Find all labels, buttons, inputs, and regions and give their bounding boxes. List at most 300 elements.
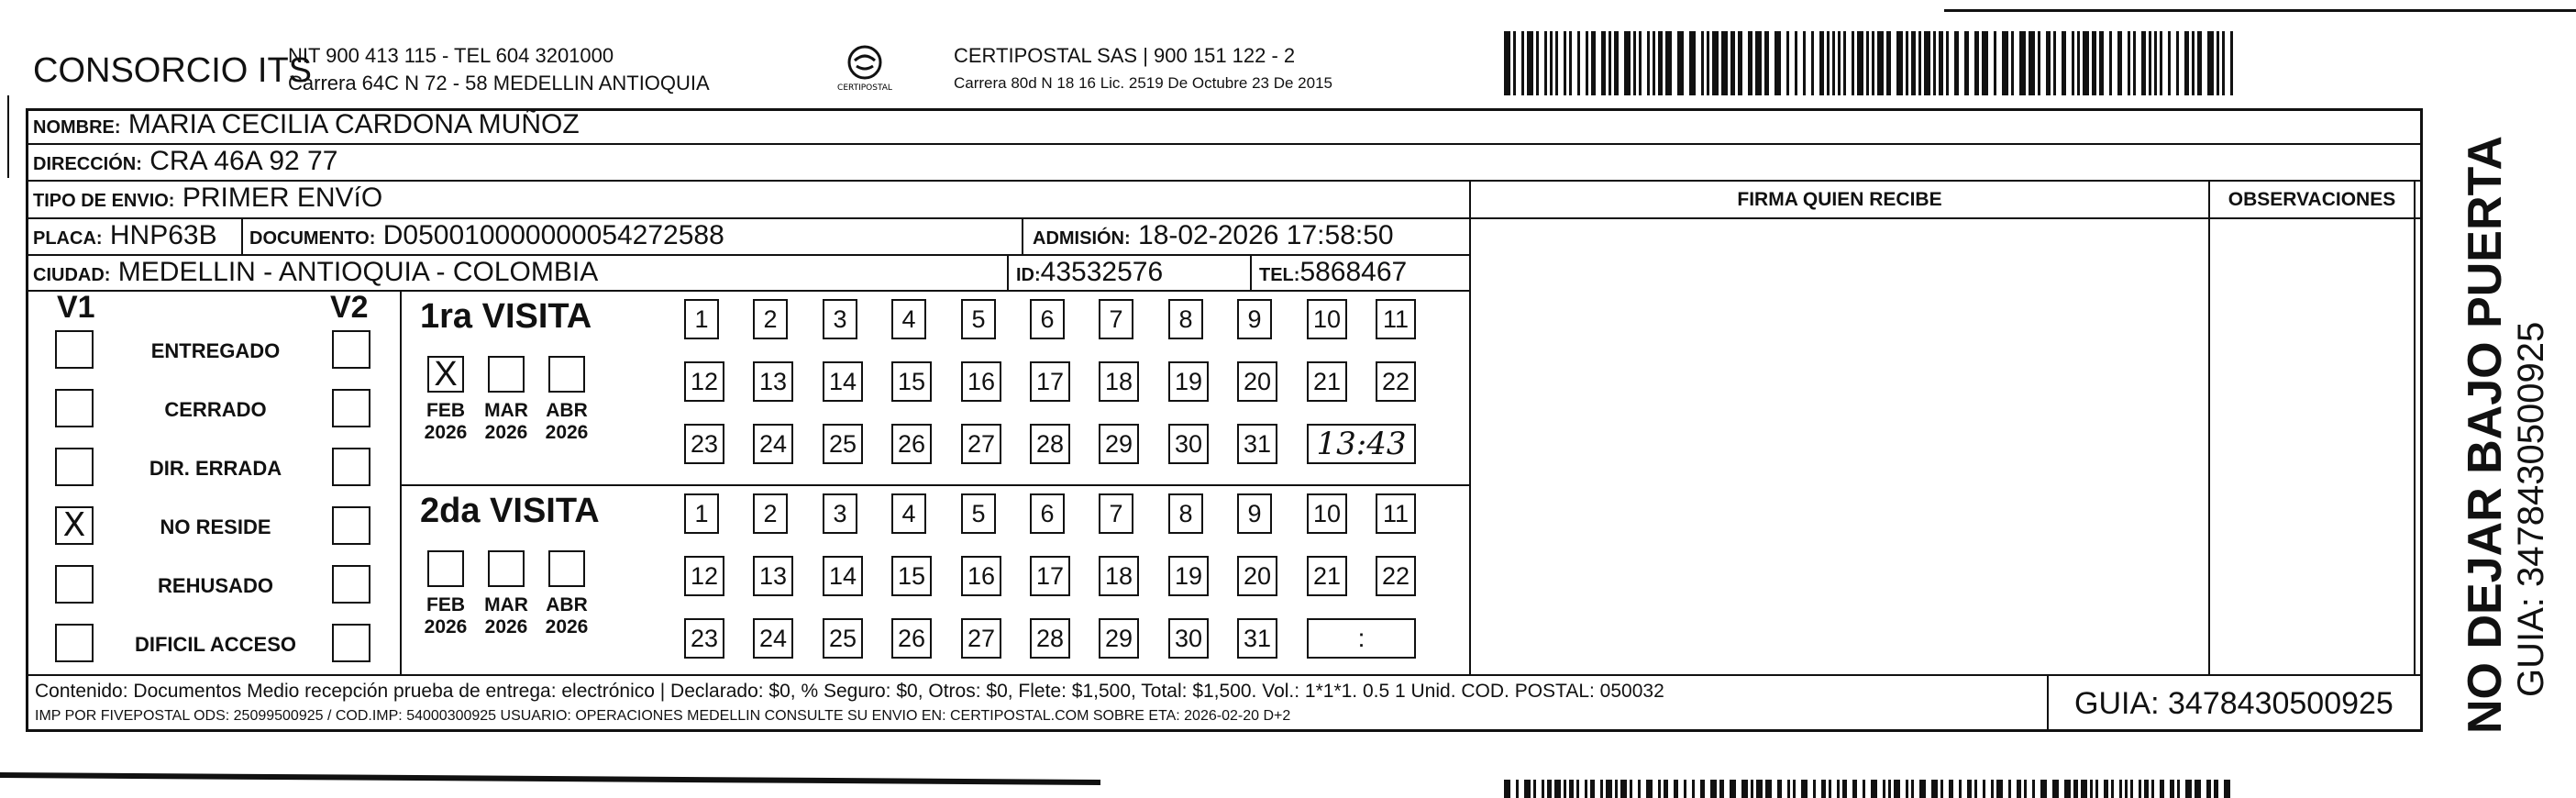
day-box[interactable]: 6 xyxy=(1030,493,1065,534)
barcode-bar xyxy=(1883,780,1885,798)
barcode-bar xyxy=(1633,31,1636,95)
cell-divider xyxy=(1250,254,1252,290)
barcode-bar xyxy=(1504,780,1510,798)
barcode-bar xyxy=(2130,780,2133,798)
day-box[interactable]: 11 xyxy=(1376,493,1416,534)
day-box[interactable]: 7 xyxy=(1099,493,1133,534)
day-box[interactable]: 17 xyxy=(1030,361,1070,402)
barcode-bar xyxy=(1842,780,1847,798)
barcode-bar xyxy=(1888,780,1891,798)
barcode-bar xyxy=(1886,31,1891,95)
day-box[interactable]: 18 xyxy=(1099,361,1139,402)
carrier-address: Carrera 80d N 18 16 Lic. 2519 De Octubre 23 De 2015 xyxy=(954,74,1332,92)
day-box[interactable]: 26 xyxy=(891,424,932,464)
visit-divider xyxy=(400,484,1469,486)
barcode-bar xyxy=(1707,31,1709,95)
barcode-bar xyxy=(1710,780,1717,798)
v2-label: V2 xyxy=(330,290,369,325)
barcode-bar xyxy=(1516,780,1519,798)
barcode-bar xyxy=(1586,31,1588,95)
barcode-bar xyxy=(1577,31,1580,95)
barcode-bar xyxy=(1606,780,1612,798)
barcode-bar xyxy=(2090,780,2093,798)
barcode-bar xyxy=(2214,780,2218,798)
month-name: FEB xyxy=(426,594,465,615)
barcode-bar xyxy=(1639,31,1642,95)
barcode-bar xyxy=(1513,31,1516,95)
barcode-bar xyxy=(1569,780,1574,798)
barcode-bar xyxy=(2081,780,2087,798)
city-cell: CIUDAD: MEDELLIN - ANTIOQUIA - COLOMBIA xyxy=(33,257,599,287)
status-reason-label: NO RESIDE xyxy=(160,515,271,538)
day-box[interactable]: 31 xyxy=(1237,424,1277,464)
day-box[interactable]: 24 xyxy=(753,618,793,659)
barcode-bar xyxy=(1801,780,1808,798)
barcode-bar xyxy=(1911,780,1914,798)
barcode-bar xyxy=(2154,31,2157,95)
day-box[interactable]: 5 xyxy=(961,493,996,534)
company-address: Carrera 64C N 72 - 58 MEDELLIN ANTIOQUIA xyxy=(288,72,710,94)
barcode-bar xyxy=(1701,31,1704,95)
barcode-bar xyxy=(1738,31,1742,95)
barcode-bar xyxy=(1658,31,1663,95)
day-box[interactable]: 4 xyxy=(891,493,926,534)
barcode-bar xyxy=(1748,31,1752,95)
day-box[interactable]: 19 xyxy=(1168,361,1209,402)
barcode-bar xyxy=(2046,31,2051,95)
barcode-bar xyxy=(1906,780,1908,798)
day-box[interactable]: 1 xyxy=(684,299,719,339)
v2-checkbox[interactable] xyxy=(332,565,370,604)
day-box[interactable]: 21 xyxy=(1307,556,1347,596)
carrier-info xyxy=(954,42,1332,97)
barcode-bar xyxy=(2099,31,2104,95)
barcode-bar xyxy=(1638,780,1641,798)
barcode-bar xyxy=(2032,780,2035,798)
barcode-bar xyxy=(1536,31,1539,95)
barcode-bar xyxy=(1946,31,1949,95)
barcode-bar xyxy=(1933,31,1936,95)
barcode-bar xyxy=(1838,31,1841,95)
row-divider xyxy=(26,290,1469,292)
barcode-bar xyxy=(1674,780,1678,798)
name-row: NOMBRE: MARIA CECILIA CARDONA MUÑOZ xyxy=(33,109,580,139)
v2-checkbox[interactable] xyxy=(332,389,370,427)
barcode-bar xyxy=(1813,780,1816,798)
barcode-bar xyxy=(2170,780,2174,798)
barcode-bar xyxy=(2230,31,2233,95)
day-box[interactable]: 24 xyxy=(753,424,793,464)
month-name: ABR xyxy=(546,400,588,421)
barcode-bar xyxy=(1872,31,1874,95)
certipostal-logo xyxy=(833,39,897,103)
barcode-bar xyxy=(1521,31,1524,95)
barcode-bar xyxy=(1576,780,1579,798)
day-box[interactable]: 22 xyxy=(1376,556,1416,596)
v1-checkbox[interactable] xyxy=(55,330,94,369)
barcode-bar xyxy=(1569,31,1572,95)
barcode-bar xyxy=(1730,31,1735,95)
month-checkbox[interactable] xyxy=(427,550,464,587)
barcode-bar xyxy=(2077,31,2080,95)
barcode-bar xyxy=(1996,780,2003,798)
row-divider xyxy=(26,180,2423,182)
month-name: FEB xyxy=(426,400,465,421)
barcode-bar xyxy=(1896,31,1903,95)
day-box[interactable]: 3 xyxy=(823,299,857,339)
month-year: 2026 xyxy=(545,616,589,637)
day-box[interactable]: 8 xyxy=(1168,299,1203,339)
v1-checkbox[interactable] xyxy=(55,448,94,486)
day-box[interactable]: 10 xyxy=(1307,493,1347,534)
day-box[interactable]: 15 xyxy=(891,361,932,402)
barcode-bar xyxy=(2176,31,2179,95)
barcode-bar xyxy=(1829,780,1831,798)
barcode-bar xyxy=(1982,31,1988,95)
barcode-bar xyxy=(1756,780,1763,798)
tel-cell: TEL:5868467 xyxy=(1259,257,1408,287)
day-box[interactable]: 31 xyxy=(1237,618,1277,659)
day-box[interactable]: 9 xyxy=(1237,493,1272,534)
month-checkbox[interactable] xyxy=(488,550,525,587)
barcode-bar xyxy=(1811,31,1814,95)
v1-checkbox[interactable] xyxy=(55,565,94,604)
barcode-bar xyxy=(1550,31,1553,95)
barcode-bar xyxy=(1755,31,1762,95)
day-box[interactable]: 14 xyxy=(823,361,863,402)
day-box[interactable]: 20 xyxy=(1237,556,1277,596)
barcode-bar xyxy=(1741,780,1748,798)
barcode-bar xyxy=(2184,31,2189,95)
barcode-bar xyxy=(2168,31,2171,95)
v2-checkbox[interactable] xyxy=(332,330,370,369)
barcode-bar xyxy=(2002,31,2008,95)
day-box[interactable]: 20 xyxy=(1237,361,1277,402)
month-year: 2026 xyxy=(545,422,589,443)
v1-checkbox[interactable] xyxy=(55,389,94,427)
day-box[interactable]: 21 xyxy=(1307,361,1347,402)
day-box[interactable]: 17 xyxy=(1030,556,1070,596)
month-label xyxy=(418,594,473,638)
barcode-bar xyxy=(2141,31,2146,95)
cell-divider xyxy=(241,217,243,254)
v2-checkbox[interactable] xyxy=(332,506,370,545)
carrier-name: CERTIPOSTAL SAS | 900 151 122 - 2 xyxy=(954,44,1296,67)
barcode-bar xyxy=(1964,31,1969,95)
barcode-bar xyxy=(1751,780,1753,798)
barcode-bar xyxy=(1821,780,1826,798)
print-info: IMP POR FIVEPOSTAL ODS: 25099500925 / COD.IMP: 54000300925 USUARIO: OPERACIONES MEDELLIN CONSULTE SU ENVIO EN: CERTIPOSTAL.COM SOBRE ETA: 2026-02-20 D+2 xyxy=(35,708,1291,724)
status-divider xyxy=(400,290,402,674)
day-box[interactable]: 22 xyxy=(1376,361,1416,402)
barcode-bar xyxy=(2125,780,2128,798)
barcode-bar xyxy=(2119,780,2122,798)
day-box[interactable]: 26 xyxy=(891,618,932,659)
day-box[interactable]: 23 xyxy=(684,618,724,659)
barcode-bar xyxy=(2133,31,2136,95)
day-box[interactable]: 13 xyxy=(753,361,793,402)
day-box[interactable]: 1 xyxy=(684,493,719,534)
v2-checkbox[interactable] xyxy=(332,624,370,662)
barcode-bar xyxy=(1774,31,1781,95)
barcode-bar xyxy=(2139,780,2141,798)
barcode-bar xyxy=(2206,780,2211,798)
barcode-bar xyxy=(1692,780,1695,798)
barcode-bar xyxy=(1700,780,1705,798)
barcode-bar xyxy=(1646,780,1653,798)
barcode-bar xyxy=(2052,780,2059,798)
day-box[interactable]: 27 xyxy=(961,424,1001,464)
barcode-bar xyxy=(1554,780,1561,798)
guia-number: GUIA: 3478430500925 xyxy=(2074,686,2394,721)
barcode-bar xyxy=(2144,780,2149,798)
status-reason-label: REHUSADO xyxy=(158,574,273,597)
day-box[interactable]: 28 xyxy=(1030,424,1070,464)
month-label xyxy=(418,400,473,444)
barcode-bar xyxy=(1974,780,1977,798)
visit2-title: 2da VISITA xyxy=(420,492,600,530)
barcode-bar xyxy=(2177,780,2180,798)
barcode-bar xyxy=(1954,31,1959,95)
barcode-bar xyxy=(1620,780,1627,798)
signature-left-border xyxy=(1469,180,1471,674)
plate-cell: PLACA: HNP63B xyxy=(33,220,217,250)
barcode-bar xyxy=(1974,31,1979,95)
day-box[interactable]: 16 xyxy=(961,556,1001,596)
barcode-bar xyxy=(2072,31,2074,95)
month-checkbox[interactable] xyxy=(548,356,585,393)
barcode-bar xyxy=(2224,780,2230,798)
barcode-bar xyxy=(2008,780,2011,798)
barcode-bar xyxy=(1949,780,1953,798)
barcode-bar xyxy=(1837,780,1840,798)
barcode-bar xyxy=(2197,31,2202,95)
day-box[interactable]: 27 xyxy=(961,618,1001,659)
v1-checkbox[interactable] xyxy=(55,624,94,662)
month-name: ABR xyxy=(546,594,588,615)
company-nit: NIT 900 413 115 - TEL 604 3201000 xyxy=(288,44,614,67)
day-box[interactable]: 18 xyxy=(1099,556,1139,596)
signature-header: FIRMA QUIEN RECIBE xyxy=(1737,189,1942,210)
barcode-bar xyxy=(1658,780,1661,798)
day-box[interactable]: 30 xyxy=(1168,618,1209,659)
barcode-bar xyxy=(1630,780,1632,798)
barcode-bar xyxy=(1585,780,1587,798)
month-label xyxy=(539,400,594,444)
barcode-bar xyxy=(1787,780,1790,798)
barcode-bar xyxy=(1614,31,1619,95)
barcode-bar xyxy=(1527,31,1533,95)
day-box[interactable]: 11 xyxy=(1376,299,1416,339)
month-label xyxy=(479,400,534,444)
barcode-bar xyxy=(1564,31,1566,95)
barcode-bar xyxy=(2207,31,2214,95)
barcode-bar xyxy=(1819,31,1824,95)
status-reason-label: DIR. ERRADA xyxy=(149,457,282,480)
barcode-bar xyxy=(1564,780,1566,798)
day-box[interactable]: 7 xyxy=(1099,299,1133,339)
status-reason-label: DIFICIL ACCESO xyxy=(134,633,296,656)
barcode-bar xyxy=(2217,31,2219,95)
barcode-bar xyxy=(1653,31,1655,95)
day-box[interactable]: 15 xyxy=(891,556,932,596)
barcode-bar xyxy=(1524,780,1531,798)
day-box[interactable]: 5 xyxy=(961,299,996,339)
left-edge-mark xyxy=(7,95,9,178)
barcode-bar xyxy=(1712,31,1719,95)
day-box[interactable]: 3 xyxy=(823,493,857,534)
id-cell: ID:43532576 xyxy=(1016,257,1164,287)
barcode-bar xyxy=(1983,780,1985,798)
day-box[interactable]: 29 xyxy=(1099,424,1139,464)
day-box[interactable]: 4 xyxy=(891,299,926,339)
barcode-bar xyxy=(1591,31,1596,95)
footer-divider xyxy=(26,674,2423,676)
v2-checkbox[interactable] xyxy=(332,448,370,486)
time-box[interactable]: : xyxy=(1307,618,1416,659)
barcode-bar xyxy=(2083,31,2089,95)
day-box[interactable]: 19 xyxy=(1168,556,1209,596)
barcode-bar xyxy=(1615,780,1618,798)
day-box[interactable]: 6 xyxy=(1030,299,1065,339)
barcode-bar xyxy=(1863,780,1865,798)
barcode-bar xyxy=(1911,31,1916,95)
barcode-bar xyxy=(1721,31,1728,95)
barcode-bar xyxy=(1765,780,1772,798)
barcode-bar xyxy=(2017,780,2021,798)
barcode-bar xyxy=(1730,780,1736,798)
day-box[interactable]: 29 xyxy=(1099,618,1139,659)
observations-header: OBSERVACIONES xyxy=(2228,189,2396,210)
barcode-bar xyxy=(1609,31,1611,95)
barcode-bar xyxy=(1719,780,1724,798)
recipient-address: CRA 46A 92 77 xyxy=(149,146,338,176)
barcode-bar xyxy=(1866,31,1869,95)
barcode-bar xyxy=(2149,31,2151,95)
barcode-bar xyxy=(1852,31,1854,95)
day-box[interactable]: 10 xyxy=(1307,299,1347,339)
barcode-bar xyxy=(2192,31,2195,95)
barcode-bar xyxy=(1647,31,1650,95)
cell-divider xyxy=(1022,217,1023,254)
time-box[interactable]: 13:43 xyxy=(1307,424,1416,464)
month-year: 2026 xyxy=(484,422,528,443)
day-box[interactable]: 16 xyxy=(961,361,1001,402)
day-box[interactable]: 13 xyxy=(753,556,793,596)
day-box[interactable]: 30 xyxy=(1168,424,1209,464)
day-box[interactable]: 12 xyxy=(684,361,724,402)
barcode-bar xyxy=(1959,780,1962,798)
barcode-bar xyxy=(1906,31,1908,95)
barcode-bar xyxy=(1919,780,1926,798)
barcode-bar xyxy=(2073,780,2078,798)
month-name: MAR xyxy=(484,594,528,615)
barcode-bar xyxy=(2062,31,2066,95)
barcode-bar xyxy=(1931,780,1938,798)
day-box[interactable]: 14 xyxy=(823,556,863,596)
admission-cell: ADMISIÓN: 18-02-2026 17:58:50 xyxy=(1033,220,1394,250)
barcode-bar xyxy=(2128,31,2130,95)
barcode-bar xyxy=(2053,31,2056,95)
guia-divider xyxy=(2047,674,2049,732)
day-box[interactable]: 12 xyxy=(684,556,724,596)
barcode-bar xyxy=(1542,780,1544,798)
company-info xyxy=(288,42,710,97)
barcode-bar xyxy=(2029,31,2035,95)
barcode-bar xyxy=(2064,780,2071,798)
barcode-bar xyxy=(2109,31,2112,95)
barcode-bar xyxy=(1664,780,1668,798)
barcode-bar xyxy=(2160,780,2164,798)
bottom-torn-edge xyxy=(0,769,1100,785)
barcode-bar xyxy=(2024,780,2027,798)
barcode-bar xyxy=(1764,31,1769,95)
barcode-bar xyxy=(2111,780,2114,798)
ship-type-row: TIPO DE ENVIO: PRIMER ENVíO xyxy=(33,183,383,213)
barcode-bar xyxy=(1786,31,1789,95)
month-name: MAR xyxy=(484,400,528,421)
month-checkbox[interactable] xyxy=(548,550,585,587)
row-divider xyxy=(26,217,2423,219)
barcode-bar xyxy=(1684,780,1686,798)
recipient-name: MARIA CECILIA CARDONA MUÑOZ xyxy=(127,109,580,139)
barcode-bar xyxy=(1852,780,1857,798)
barcode-bar xyxy=(1940,780,1943,798)
barcode-bar xyxy=(1857,31,1863,95)
month-checkbox[interactable]: X xyxy=(427,356,464,393)
day-box[interactable]: 25 xyxy=(823,424,863,464)
day-box[interactable]: 2 xyxy=(753,299,788,339)
month-checkbox[interactable] xyxy=(488,356,525,393)
barcode-bar xyxy=(2185,780,2192,798)
day-box[interactable]: 9 xyxy=(1237,299,1272,339)
day-box[interactable]: 25 xyxy=(823,618,863,659)
day-box[interactable]: 8 xyxy=(1168,493,1203,534)
barcode-bar xyxy=(2019,31,2026,95)
day-box[interactable]: 28 xyxy=(1030,618,1070,659)
day-box[interactable]: 2 xyxy=(753,493,788,534)
row-divider xyxy=(26,143,2423,145)
barcode-bar xyxy=(1832,31,1835,95)
observations-left-border xyxy=(2208,180,2210,674)
month-year: 2026 xyxy=(424,422,468,443)
barcode-bar xyxy=(1803,31,1806,95)
barcode-bar xyxy=(1877,31,1884,95)
barcode-bar xyxy=(2040,780,2047,798)
day-box[interactable]: 23 xyxy=(684,424,724,464)
ship-type: PRIMER ENVíO xyxy=(182,183,383,213)
barcode-bar xyxy=(1777,780,1782,798)
barcode-bar xyxy=(1504,31,1510,95)
v1-label: V1 xyxy=(57,290,95,325)
city: MEDELLIN - ANTIOQUIA - COLOMBIA xyxy=(117,257,599,287)
barcode-bar xyxy=(1795,31,1797,95)
document-number: D050010000000054272588 xyxy=(382,220,724,250)
barcode-bar xyxy=(2151,780,2154,798)
v1-checkbox[interactable]: X xyxy=(55,506,94,545)
barcode-bar xyxy=(2117,31,2122,95)
barcode-bar xyxy=(1967,780,1972,798)
month-year: 2026 xyxy=(484,616,528,637)
barcode-bar xyxy=(1590,780,1595,798)
company-name: CONSORCIO ITS xyxy=(33,51,313,90)
plate-number: HNP63B xyxy=(109,220,217,250)
logo-caption: CERTIPOSTAL xyxy=(837,83,892,93)
barcode-bar xyxy=(1894,780,1900,798)
status-reason-label: CERRADO xyxy=(164,398,267,421)
month-year: 2026 xyxy=(424,616,468,637)
document-cell: DOCUMENTO: D050010000000054272588 xyxy=(249,220,724,250)
